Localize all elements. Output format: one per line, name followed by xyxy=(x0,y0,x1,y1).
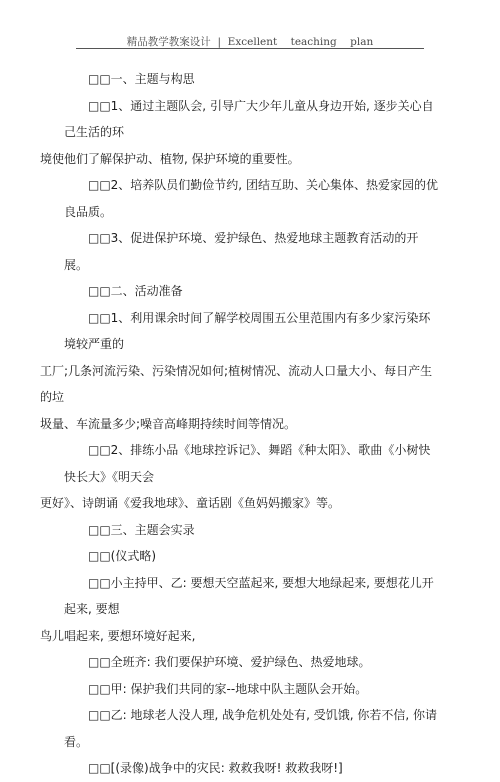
paragraph-line: □□2、排练小品《地球控诉记》、舞蹈《种太阳》、歌曲《小树快快长大》《明天会 xyxy=(64,443,431,484)
paragraph-line: □□1、通过主题队会, 引导广大少年儿童从身边开始, 逐步关心自己生活的环 xyxy=(64,98,434,139)
paragraph-line: □□一、主题与构思 xyxy=(88,72,195,86)
paragraph-line: 鸟儿唱起来, 要想环境好起来, xyxy=(40,628,196,643)
paragraph-line: □□三、主题会实录 xyxy=(88,522,195,537)
paragraph-line: □□乙: 地球老人没人理, 战争危机处处有, 受饥饿, 你若不信, 你请看。 xyxy=(64,708,438,749)
paragraph-line: □□二、活动准备 xyxy=(88,284,183,298)
paragraph-line: 更好》、诗朗诵《爱我地球》、童话剧《鱼妈妈搬家》等。 xyxy=(40,496,341,510)
paragraph-line: □□1、利用课余时间了解学校周围五公里范围内有多少家污染环境较严重的 xyxy=(64,310,431,351)
paragraph-line: □□(仪式略) xyxy=(88,549,157,563)
paragraph xyxy=(64,649,440,676)
paragraph xyxy=(64,172,440,225)
paragraph xyxy=(40,93,440,173)
paragraph xyxy=(64,66,440,93)
paragraph xyxy=(40,437,440,517)
paragraph xyxy=(40,305,440,438)
paragraph-line: □□甲: 保护我们共同的家--地球中队主题队会开始。 xyxy=(88,681,368,696)
paragraph xyxy=(40,570,440,650)
document-body xyxy=(40,66,440,782)
paragraph-line: □□[(录像)战争中的灾民: 救救我呀! 救救我呀!] xyxy=(88,761,343,775)
paragraph-line: 工厂;几条河流污染、污染情况如何;植树情况、流动人口量大小、每日产生的垃 xyxy=(40,363,433,404)
paragraph-line: □□3、促进保护环境、爱护绿色、热爱地球主题教育活动的开展。 xyxy=(64,231,419,272)
paragraph-line: 境使他们了解保护动、植物, 保护环境的重要性。 xyxy=(40,151,300,166)
page-header: 精品教学教案设计 | Excellent teaching plan xyxy=(126,36,374,48)
paragraph-line: □□2、培养队员们勤俭节约, 团结互助、关心集体、热爱家园的优良品质。 xyxy=(64,178,438,219)
paragraph xyxy=(64,225,440,278)
paragraph-line: □□全班齐: 我们要保护环境、爱护绿色、热爱地球。 xyxy=(88,655,371,669)
header-rule xyxy=(76,48,424,49)
paragraph-line: □□小主持甲、乙: 要想天空蓝起来, 要想大地绿起来, 要想花儿开起来, 要想 xyxy=(64,575,434,616)
paragraph-line: 圾量、车流量多少;噪音高峰期持续时间等情况。 xyxy=(40,416,297,431)
paragraph xyxy=(64,676,440,703)
paragraph xyxy=(64,517,440,544)
paragraph xyxy=(64,755,440,782)
paragraph xyxy=(64,702,440,755)
paragraph xyxy=(64,278,440,305)
